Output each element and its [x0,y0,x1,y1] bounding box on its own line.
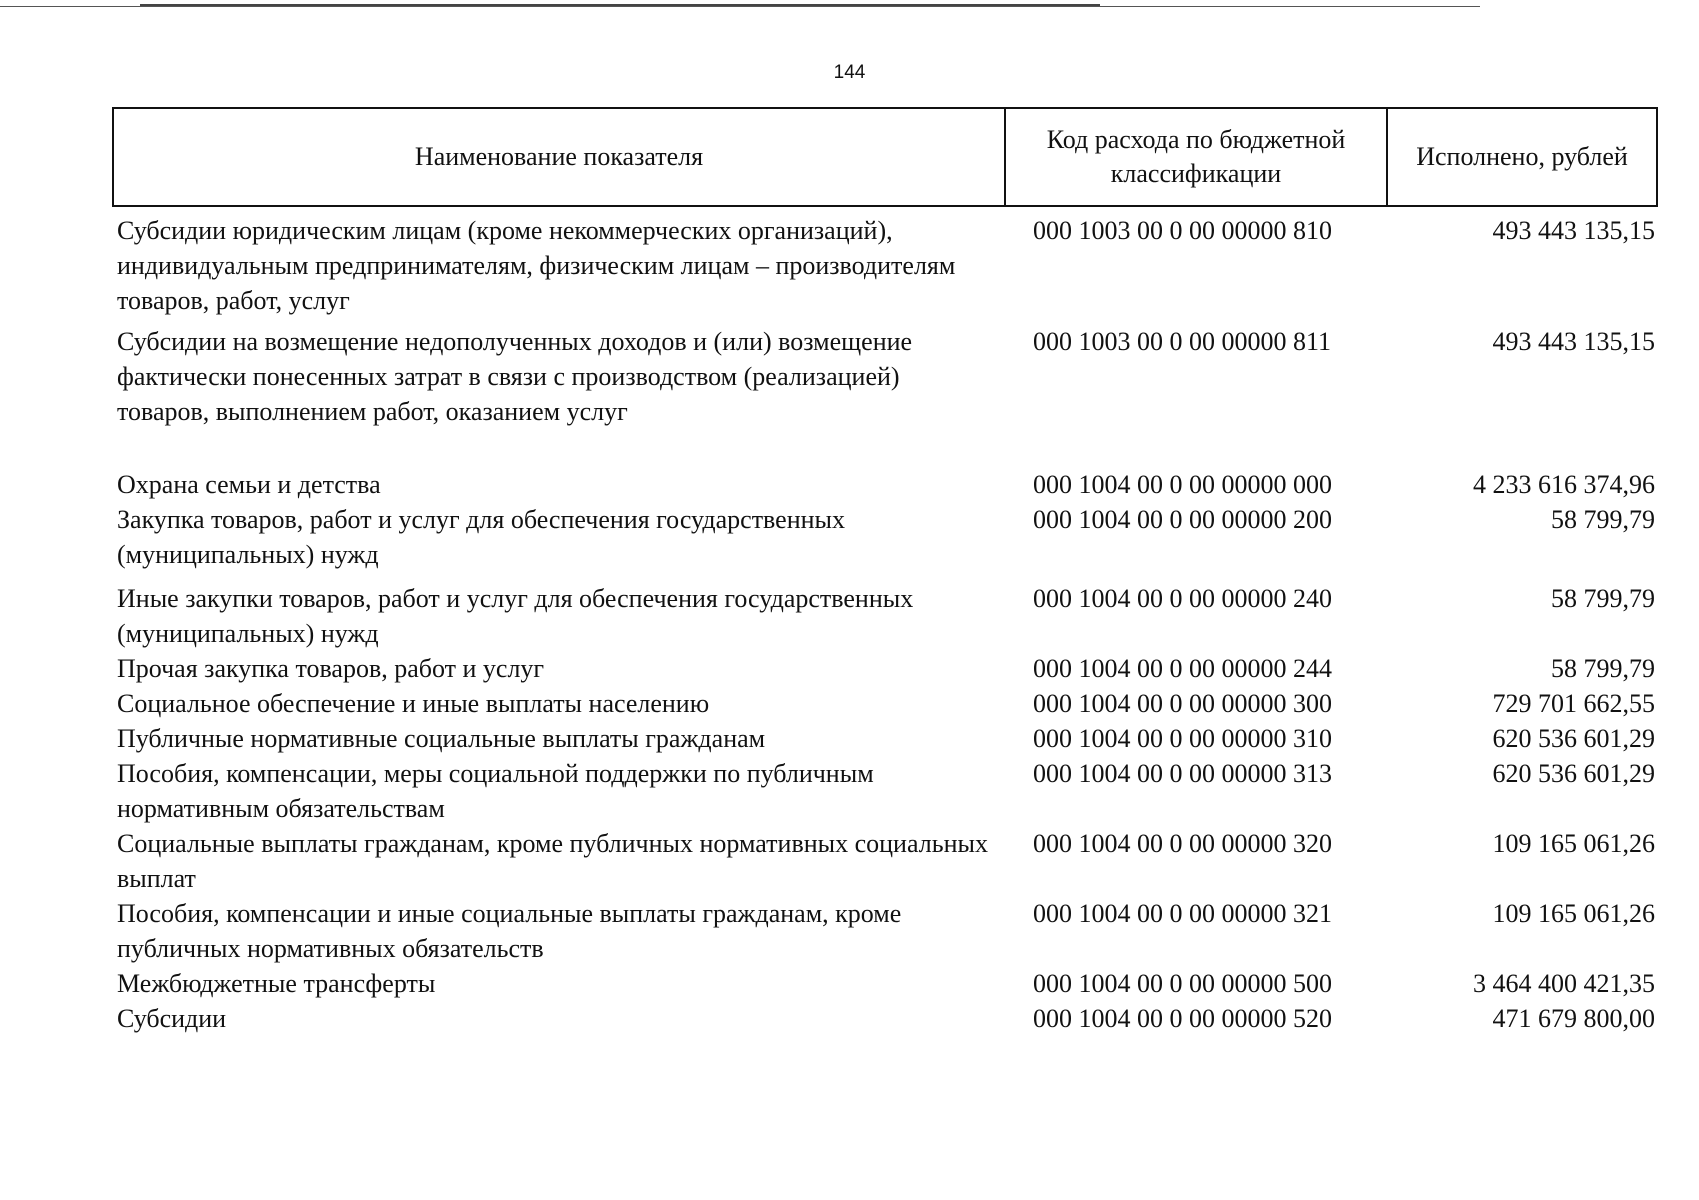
row-name: Пособия, компенсации, меры социальной поддержки по публичным нормативным обязательствам [117,759,874,823]
row-code: 000 1004 00 0 00 00000 500 [1033,969,1332,998]
row-code: 000 1003 00 0 00 00000 811 [1033,327,1332,356]
table-header-row [113,108,1657,206]
row-name: Социальные выплаты гражданам, кроме публичных нормативных социальных выплат [117,829,988,893]
row-amount: 729 701 662,55 [1492,689,1655,718]
header-amount: Исполнено, рублей [1387,108,1657,206]
row-code: 000 1004 00 0 00 00000 300 [1033,689,1332,718]
row-amount: 493 443 135,15 [1492,327,1655,356]
table-row [113,1001,1657,1036]
scan-border-line [140,4,1100,6]
row-name: Межбюджетные трансферты [117,969,436,998]
row-amount: 109 165 061,26 [1492,829,1655,858]
row-code: 000 1004 00 0 00 00000 321 [1033,899,1332,928]
page-number: 144 [833,62,866,83]
row-code: 000 1004 00 0 00 00000 320 [1033,829,1332,858]
row-amount: 4 233 616 374,96 [1473,470,1655,499]
row-amount: 58 799,79 [1551,505,1655,534]
row-name: Субсидии [117,1004,227,1033]
row-code: 000 1004 00 0 00 00000 000 [1033,470,1332,499]
row-code: 000 1004 00 0 00 00000 244 [1033,654,1332,683]
row-code: 000 1004 00 0 00 00000 310 [1033,724,1332,753]
row-code: 000 1004 00 0 00 00000 200 [1033,505,1332,534]
table-row [113,318,1657,429]
table-row [113,966,1657,1001]
table-row [113,502,1657,572]
row-amount: 620 536 601,29 [1492,724,1655,753]
row-name: Субсидии юридическим лицам (кроме некоммерческих организаций), индивидуальным предпринимателям, физическим лицам – производителям товаров, работ, услуг [117,216,956,315]
row-amount: 620 536 601,29 [1492,759,1655,788]
row-name: Иные закупки товаров, работ и услуг для обеспечения государственных (муниципальных) нужд [117,584,914,648]
table-row [113,721,1657,756]
budget-table-container [112,107,1656,1036]
row-amount: 58 799,79 [1551,584,1655,613]
row-code: 000 1004 00 0 00 00000 240 [1033,584,1332,613]
table-row [113,826,1657,896]
row-name: Субсидии на возмещение недополученных доходов и (или) возмещение фактически понесенных затрат в связи с производством (реализацией) товаров, выполнением работ, оказанием услуг [117,327,913,426]
scan-border-line [0,6,1480,7]
table-row [113,686,1657,721]
row-amount: 58 799,79 [1551,654,1655,683]
row-amount: 493 443 135,15 [1492,216,1655,245]
table-row [113,572,1657,651]
table-row [113,651,1657,686]
row-name: Публичные нормативные социальные выплаты гражданам [117,724,766,753]
table-row [113,896,1657,966]
table-row [113,756,1657,826]
row-code: 000 1004 00 0 00 00000 313 [1033,759,1332,788]
row-name: Прочая закупка товаров, работ и услуг [117,654,545,683]
table-row [113,429,1657,502]
row-name: Закупка товаров, работ и услуг для обеспечения государственных (муниципальных) нужд [117,505,846,569]
table-row [113,206,1657,318]
row-name: Охрана семьи и детства [117,470,381,499]
budget-execution-table [112,107,1658,1036]
row-name: Пособия, компенсации и иные социальные выплаты гражданам, кроме публичных нормативных обязательств [117,899,902,963]
row-amount: 109 165 061,26 [1492,899,1655,928]
row-code: 000 1003 00 0 00 00000 810 [1033,216,1332,245]
row-amount: 3 464 400 421,35 [1473,969,1655,998]
row-amount: 471 679 800,00 [1492,1004,1655,1033]
row-code: 000 1004 00 0 00 00000 520 [1033,1004,1332,1033]
row-name: Социальное обеспечение и иные выплаты населению [117,689,710,718]
header-name: Наименование показателя [113,108,1005,206]
header-code: Код расхода по бюджетной классификации [1005,108,1387,206]
